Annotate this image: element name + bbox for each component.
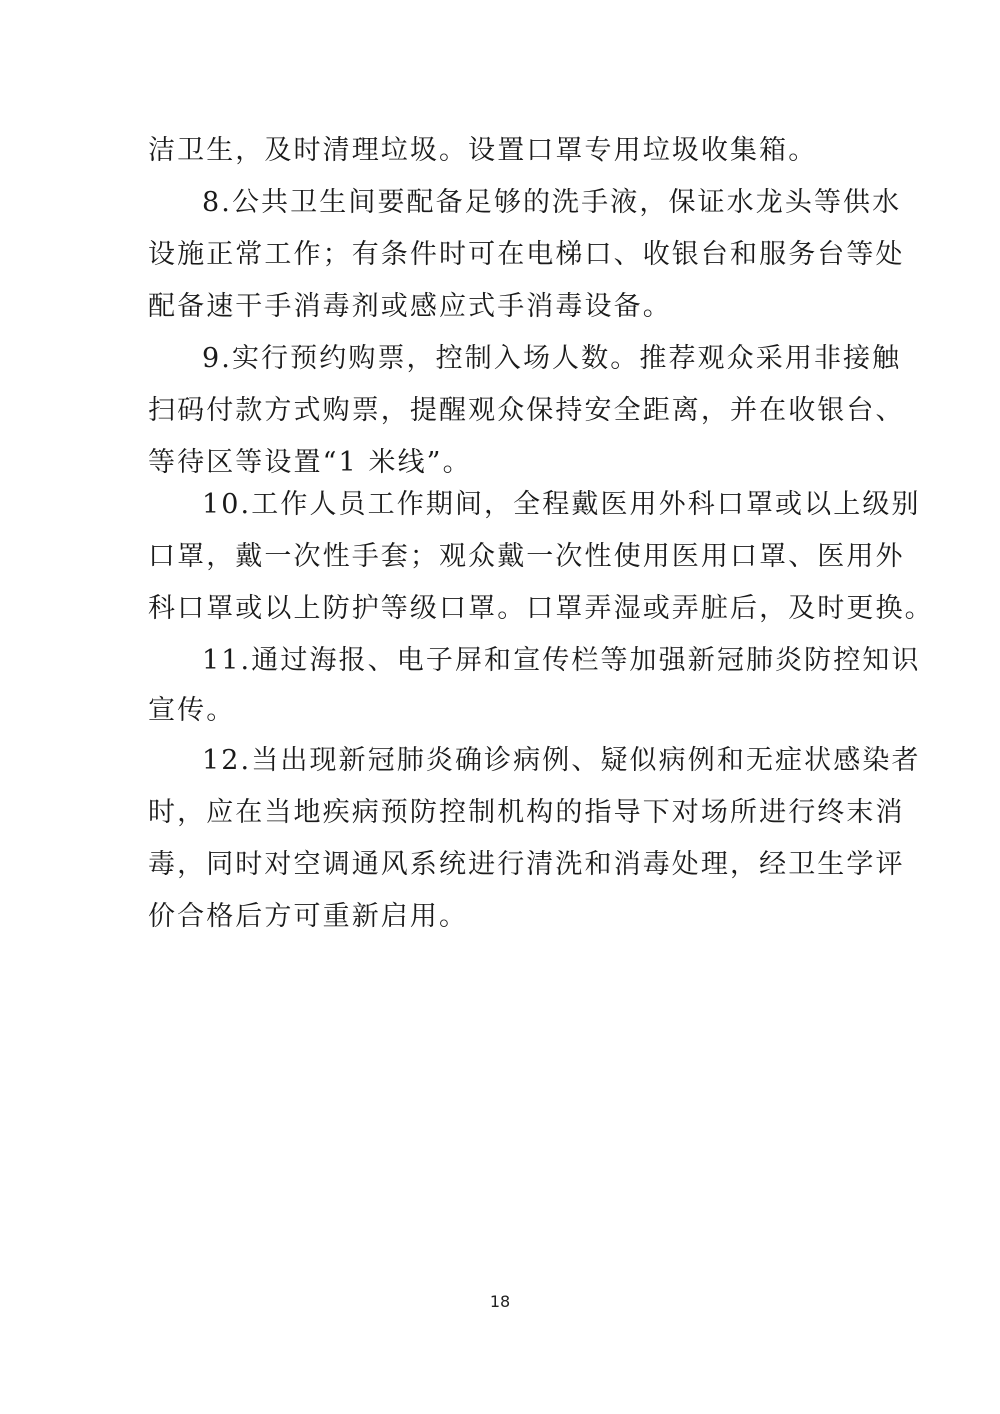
text-line: 口罩，戴一次性手套；观众戴一次性使用医用口罩、医用外 [148,541,905,572]
paragraph-11-line: 11.通过海报、电子屏和宣传栏等加强新冠肺炎防控知识 [202,645,921,676]
text-line: 价合格后方可重新启用。 [148,901,469,932]
text-line: 设施正常工作；有条件时可在电梯口、收银台和服务台等处 [148,239,905,270]
text-line: 洁卫生，及时清理垃圾。设置口罩专用垃圾收集箱。 [148,135,818,166]
paragraph-10-line: 10.工作人员工作期间，全程戴医用外科口罩或以上级别 [202,489,921,520]
paragraph-12-line: 12.当出现新冠肺炎确诊病例、疑似病例和无症状感染者 [202,745,921,776]
text-line: 宣传。 [148,695,236,726]
text-line: 等待区等设置“1 米线”。 [148,447,472,478]
paragraph-8-line: 8.公共卫生间要配备足够的洗手液，保证水龙头等供水 [202,187,902,218]
text-line: 扫码付款方式购票，提醒观众保持安全距离，并在收银台、 [148,395,905,426]
text-line: 毒，同时对空调通风系统进行清洗和消毒处理，经卫生学评 [148,849,905,880]
text-line: 时，应在当地疾病预防控制机构的指导下对场所进行终末消 [148,797,905,828]
text-line: 科口罩或以上防护等级口罩。口罩弄湿或弄脏后，及时更换。 [148,593,934,624]
text-line: 配备速干手消毒剂或感应式手消毒设备。 [148,291,672,322]
paragraph-9-line: 9.实行预约购票，控制入场人数。推荐观众采用非接触 [202,343,902,374]
page-number: 18 [489,1292,511,1311]
